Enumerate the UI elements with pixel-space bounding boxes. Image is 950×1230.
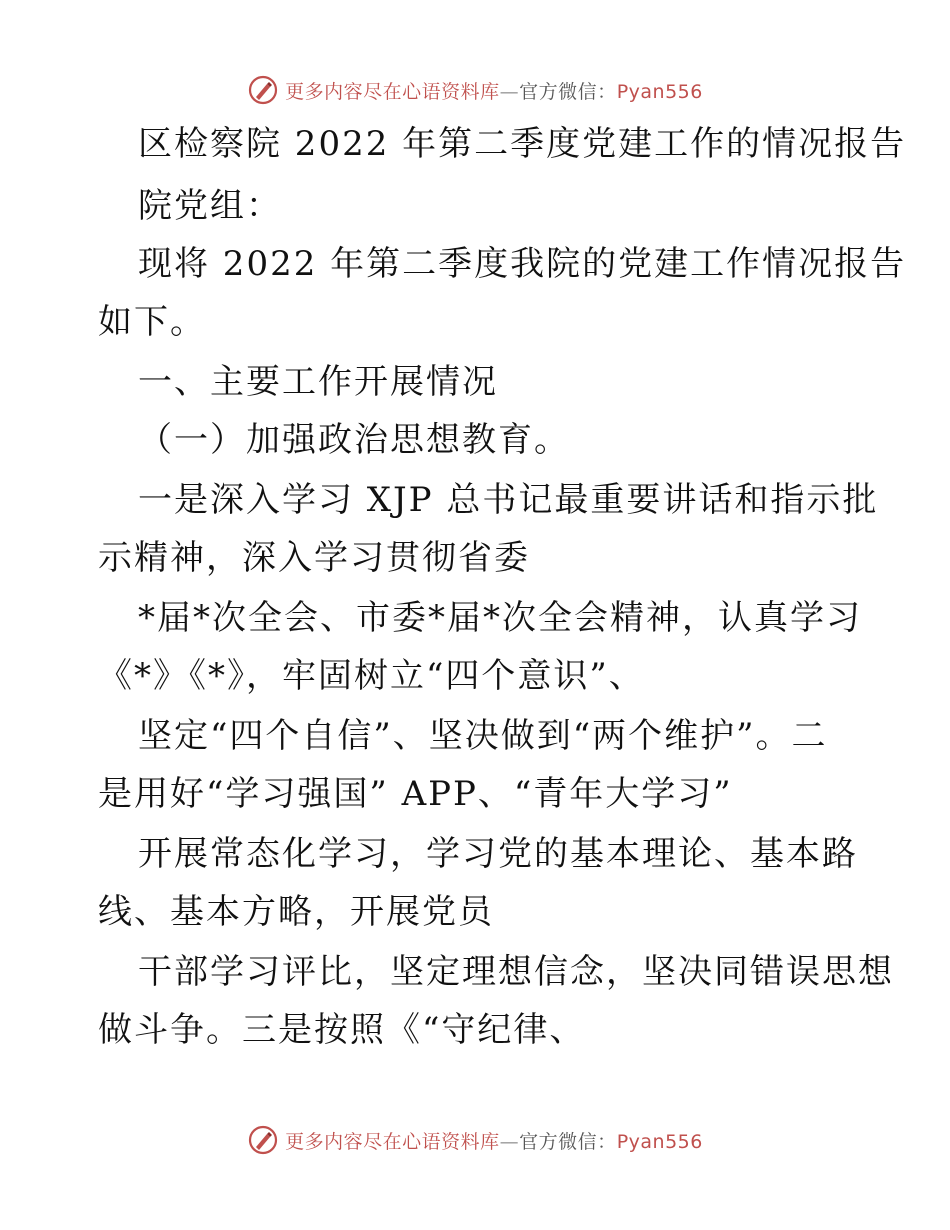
footer-watermark bbox=[0, 1120, 950, 1160]
paragraph-line: 线、基本方略，开展党员 bbox=[98, 892, 494, 932]
watermark-contact-label: 官方微信： bbox=[519, 1130, 617, 1153]
watermark-contact-id: Pyan556 bbox=[616, 1130, 703, 1153]
subsection-heading: （一）加强政治思想教育。 bbox=[138, 420, 570, 460]
watermark-text bbox=[285, 77, 703, 104]
section-heading: 一、主要工作开展情况 bbox=[138, 362, 498, 402]
salutation: 院党组： bbox=[138, 186, 282, 226]
paragraph-line: 是用好“学习强国” APP、“青年大学习” bbox=[98, 774, 733, 814]
document-title: 区检察院 2022 年第二季度党建工作的情况报告 bbox=[138, 124, 907, 164]
watermark-contact-label: 官方微信： bbox=[519, 80, 617, 103]
header-watermark bbox=[0, 70, 950, 110]
paragraph-line: 干部学习评比，坚定理想信念，坚决同错误思想 bbox=[138, 952, 894, 992]
paragraph-line: 一是深入学习 XJP 总书记最重要讲话和指示批 bbox=[138, 480, 879, 520]
pen-in-circle-logo-icon bbox=[247, 74, 279, 106]
paragraph-line: 如下。 bbox=[98, 302, 206, 342]
watermark-separator: — bbox=[499, 80, 520, 103]
watermark-brand: 更多内容尽在心语资料库 bbox=[285, 80, 500, 103]
paragraph-line: *届*次全会、市委*届*次全会精神，认真学习 bbox=[138, 598, 862, 638]
watermark-brand: 更多内容尽在心语资料库 bbox=[285, 1130, 500, 1153]
paragraph-line: 做斗争。三是按照《“守纪律、 bbox=[98, 1010, 586, 1050]
paragraph-line: 坚定“四个自信”、坚决做到“两个维护”。二 bbox=[138, 716, 828, 756]
watermark-separator: — bbox=[499, 1130, 520, 1153]
paragraph-line: 《*》《*》，牢固树立“四个意识”、 bbox=[98, 656, 645, 696]
watermark-contact-id: Pyan556 bbox=[616, 80, 703, 103]
pen-in-circle-logo-icon bbox=[247, 1124, 279, 1156]
paragraph-line: 示精神，深入学习贯彻省委 bbox=[98, 538, 530, 578]
watermark-text bbox=[285, 1127, 703, 1154]
paragraph-line: 现将 2022 年第二季度我院的党建工作情况报告 bbox=[138, 244, 907, 284]
paragraph-line: 开展常态化学习，学习党的基本理论、基本路 bbox=[138, 834, 858, 874]
